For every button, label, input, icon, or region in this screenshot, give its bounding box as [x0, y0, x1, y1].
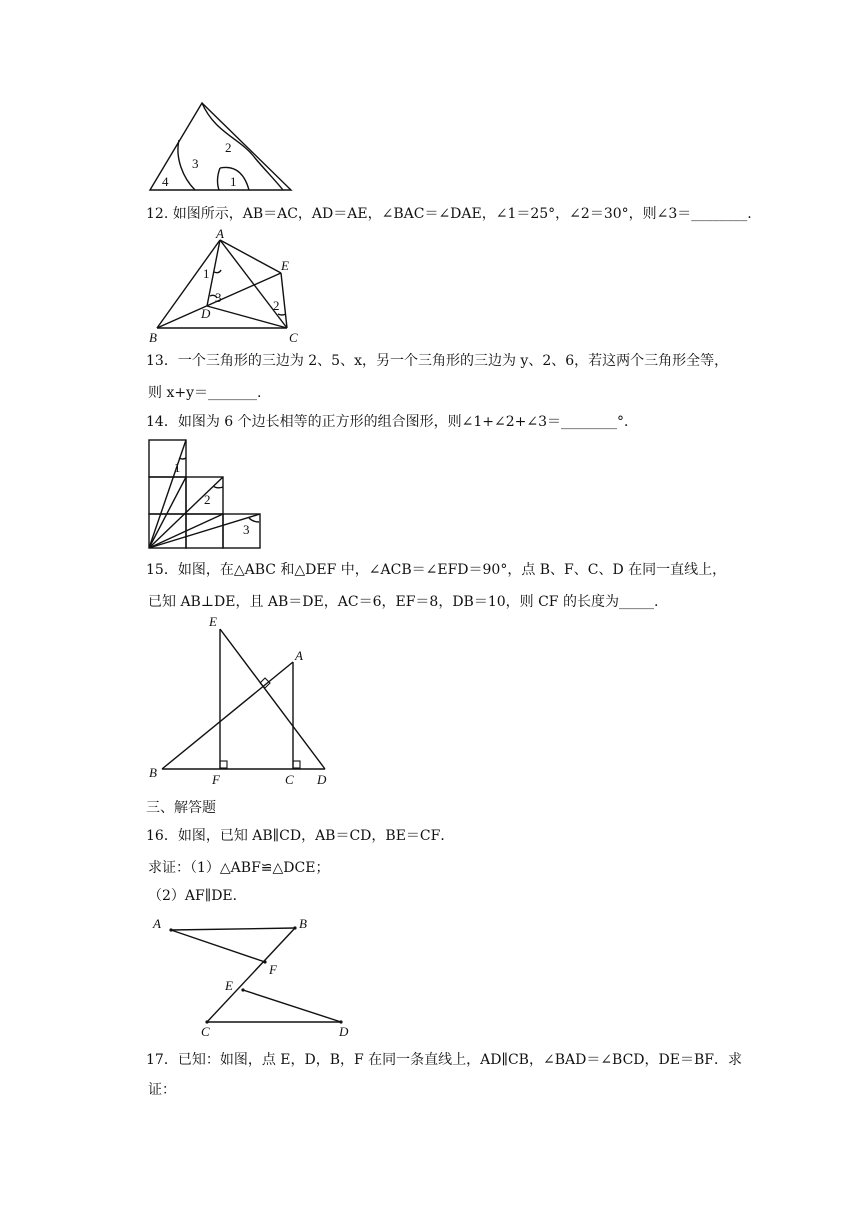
fig12-label-1: 1 [203, 266, 210, 281]
fig16-label-B: B [299, 916, 307, 931]
fig15-label-C: C [285, 772, 294, 787]
question-17-line1: 17．已知：如图，点 E，D，B，F 在同一条直线上，AD∥CB，∠BAD＝∠BCD，DE＝BF．求 [146, 1052, 742, 1068]
figure-triangle-regions [145, 98, 295, 194]
fig12-label-B: B [149, 330, 157, 345]
fig12-label-A: A [216, 228, 224, 241]
fig15-label-B: B [149, 765, 157, 780]
fig14-label-3: 3 [243, 522, 250, 537]
question-12: 12. 如图所示，AB＝AC，AD＝AE，∠BAC＝∠DAE，∠1＝25°，∠2＝30°，则∠3＝________. [146, 206, 752, 222]
figure-q14 [145, 436, 265, 552]
fig-label-3: 3 [192, 156, 199, 171]
fig16-label-F: F [269, 962, 277, 977]
fig15-label-F: F [212, 772, 220, 787]
fig14-label-2: 2 [204, 492, 211, 507]
fig12-label-D: D [201, 306, 211, 321]
fig12-label-E: E [281, 258, 289, 273]
question-16-line3: （2）AF∥DE． [148, 888, 247, 904]
fig-label-1: 1 [230, 174, 237, 189]
figure-q15 [145, 612, 345, 790]
question-17-line2: 证： [148, 1082, 176, 1098]
fig15-label-A: A [295, 648, 303, 663]
question-14: 14．如图为 6 个边长相等的正方形的组合图形，则∠1+∠2+∠3＝________°． [146, 414, 638, 430]
fig16-label-A: A [153, 916, 161, 931]
fig15-label-E: E [209, 614, 217, 629]
question-16-line2: 求证：（1）△ABF≌△DCE； [148, 860, 330, 876]
section-3-heading: 三、解答题 [146, 800, 216, 816]
fig16-label-D: D [339, 1024, 349, 1039]
question-13-line1: 13．一个三角形的三边为 2、5、x，另一个三角形的三边为 y、2、6，若这两个三角形全等， [146, 353, 729, 369]
fig-label-4: 4 [162, 174, 169, 189]
figure-q12 [145, 228, 315, 346]
question-15-line1: 15．如图，在△ABC 和△DEF 中，∠ACB＝∠EFD＝90°，点 B、F、C、D 在同一直线上， [146, 562, 727, 578]
fig16-label-E: E [225, 978, 233, 993]
question-13-line2: 则 x+y＝_______. [148, 385, 262, 401]
fig12-label-C: C [289, 330, 298, 345]
fig-label-2: 2 [225, 140, 232, 155]
fig15-label-D: D [317, 772, 327, 787]
fig12-label-3: 3 [215, 290, 222, 305]
question-16-line1: 16．如图，已知 AB∥CD，AB＝CD，BE＝CF． [146, 828, 455, 844]
fig16-label-C: C [201, 1024, 210, 1039]
question-15-line2: 已知 AB⊥DE，且 AB＝DE，AC＝6，EF＝8，DB＝10，则 CF 的长度为_____. [148, 594, 659, 610]
fig12-label-2: 2 [273, 298, 280, 313]
figure-q16 [145, 912, 365, 1042]
fig14-label-1: 1 [174, 460, 181, 475]
